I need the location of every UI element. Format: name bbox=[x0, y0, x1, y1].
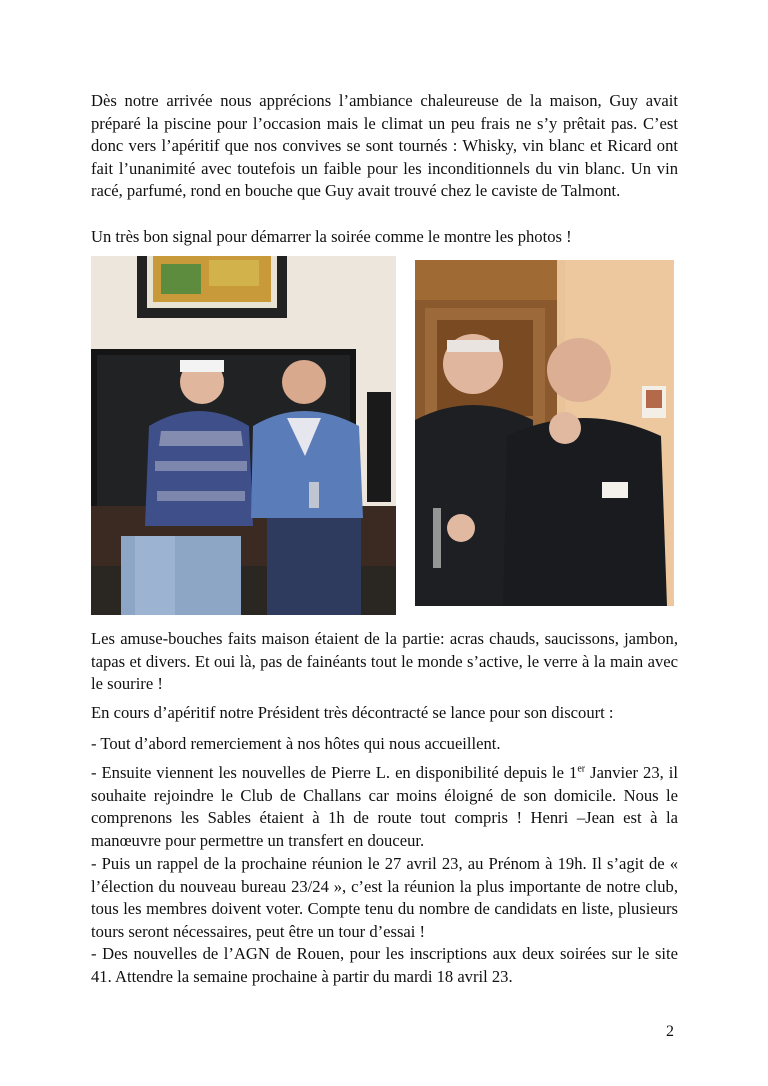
pierre-news-text-start: - Ensuite viennent les nouvelles de Pierre L. en disponibilité depuis le 1 bbox=[91, 763, 578, 782]
paragraph-arrival: Dès notre arrivée nous apprécions l’ambiance chaleureuse de la maison, Guy avait préparé la piscine pour l’occasion mais le climat un peu frais ne s’y prêtait pas. C’est donc vers l’apéritif que nos convives se sont tournés : Whisky, vin blanc et Ricard ont fait l’unanimité avec toutefois un faible pour les inconditionnels du vin blanc. Un vin racé, parfumé, rond en bouche que Guy avait trouvé chez le caviste de Talmont. bbox=[91, 91, 678, 200]
photo-two-men-seated bbox=[91, 256, 396, 615]
paragraph-signal: Un très bon signal pour démarrer la soirée comme le montre les photos ! bbox=[91, 227, 572, 246]
paragraph-meeting-reminder: - Puis un rappel de la prochaine réunion le 27 avril 23, au Prénom à 19h. Il s’agit de « l’élection du nouveau bureau 23/24 », c’est la réunion la plus importante de notre club, tous les membres doivent voter. Compte tenu du nombre de candidats en liste, plusieurs tours seront nécessaires, peut être un tour d’essai ! bbox=[91, 854, 678, 941]
ordinal-superscript: er bbox=[577, 763, 586, 775]
photo-two-men-standing bbox=[415, 260, 674, 606]
paragraph-agn-rouen: - Des nouvelles de l’AGN de Rouen, pour les inscriptions aux deux soirées sur le site 41. Attendre la semaine prochaine à partir du mardi 18 avril 23. bbox=[91, 944, 678, 986]
pierre-news-text-end: Janvier 23, il souhaite rejoindre le Club de Challans car moins éloigné de son domicile. Nous le comprenons les Sables étaient à 1h de route tout compris ! Henri –Jean est à la manœuvre pour permettre un transfert en douceur. bbox=[91, 763, 679, 850]
paragraph-amuse-bouches: Les amuse-bouches faits maison étaient de la partie: acras chauds, saucissons, jambon, tapas et divers. Et oui là, pas de fainéants tout le monde s’active, le verre à la main avec le sourire ! bbox=[91, 629, 678, 693]
paragraph-thanks: - Tout d’abord remerciement à nos hôtes qui nous accueillent. bbox=[91, 734, 501, 753]
paragraph-pierre-news bbox=[91, 762, 678, 852]
paragraph-president-speech: En cours d’apéritif notre Président très décontracté se lance pour son discourt : bbox=[91, 703, 614, 722]
page-number: 2 bbox=[666, 1023, 674, 1040]
